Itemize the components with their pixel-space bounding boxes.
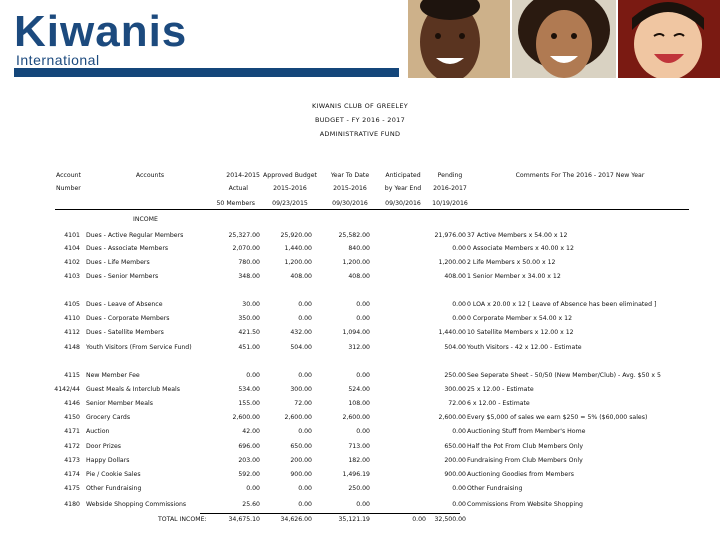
logo-wordmark: Kiwanis [14,7,188,56]
brand-bar [14,68,399,77]
row-actual: 0.00 [246,485,260,492]
row-comment: 10 Satellite Members x 12.00 x 12 [467,329,574,336]
row-comment: 25 x 12.00 - Estimate [467,386,534,393]
row-account: 4175 [64,485,80,492]
row-actual: 2,070.00 [232,245,260,252]
header-anticipated-sub: by Year End [384,185,422,192]
row-ytd: 408.00 [348,273,370,280]
row-account: 4150 [64,414,80,421]
row-comment: Youth Visitors - 42 x 12.00 - Estimate [467,344,582,351]
row-approved: 0.00 [298,372,312,379]
row-account: 4110 [64,315,80,322]
row-pending: 0.00 [452,301,466,308]
row-actual: 350.00 [238,315,260,322]
row-pending: 0.00 [452,315,466,322]
header-approved-date: 09/23/2015 [272,200,308,207]
row-ytd: 312.00 [348,344,370,351]
total-actual: 34,675.10 [228,516,260,523]
children-photo-banner [408,0,720,78]
header-pending: Pending [437,172,463,179]
row-account-name: Webside Shopping Commissions [86,501,187,508]
row-ytd: 1,200.00 [342,259,370,266]
row-account: 4174 [64,471,80,478]
row-actual: 534.00 [238,386,260,393]
row-comment: Every $5,000 of sales we earn $250 = 5% ($60,000 sales) [467,414,648,421]
row-account: 4148 [64,344,80,351]
row-ytd: 0.00 [356,372,370,379]
row-actual: 203.00 [238,457,260,464]
row-account-name: Senior Member Meals [86,400,153,407]
row-comment: Commissions From Website Shopping [467,501,583,508]
row-approved: 25,920.00 [280,232,312,239]
total-pending: 32,500.00 [434,516,466,523]
row-ytd: 0.00 [356,428,370,435]
header-ytd: Year To Date [330,172,370,179]
row-comment: 0 Corporate Member x 54.00 x 12 [467,315,573,322]
row-pending: 504.00 [444,344,466,351]
row-approved: 0.00 [298,485,312,492]
row-actual: 592.00 [238,471,260,478]
row-actual: 348.00 [238,273,260,280]
row-approved: 200.00 [290,457,312,464]
row-account-name: Dues - Active Regular Members [86,232,184,239]
row-approved: 432.00 [290,329,312,336]
row-pending: 200.00 [444,457,466,464]
header-number: Number [56,185,81,192]
row-ytd: 182.00 [348,457,370,464]
doc-title-fund: ADMINISTRATIVE FUND [319,130,401,138]
row-actual: 42.00 [242,428,260,435]
row-ytd: 0.00 [356,301,370,308]
row-pending: 0.00 [452,485,466,492]
total-anticipated: 0.00 [412,516,426,523]
row-account: 4146 [64,400,80,407]
row-account-name: Dues - Senior Members [86,273,159,280]
row-actual: 780.00 [238,259,260,266]
header-anticipated-date: 09/30/2016 [385,200,421,207]
row-actual: 2,600.00 [232,414,260,421]
row-actual: 155.00 [238,400,260,407]
row-approved: 2,600.00 [284,414,312,421]
row-account-name: Pie / Cookie Sales [86,471,141,478]
row-comment: Other Fundraising [467,485,523,492]
row-ytd: 713.00 [348,443,370,450]
total-rule [200,513,460,514]
row-comment: Auctioning Stuff from Member's Home [467,428,586,435]
row-ytd: 840.00 [348,245,370,252]
row-actual: 0.00 [246,372,260,379]
row-account: 4112 [64,329,80,336]
header-ytd-date: 09/30/2016 [332,200,368,207]
row-ytd: 1,094.00 [342,329,370,336]
header-approved-year: 2015-2016 [273,185,307,192]
header-2014: 2014-2015 [226,172,260,179]
row-pending: 250.00 [444,372,466,379]
row-pending: 1,200.00 [438,259,466,266]
row-approved: 504.00 [290,344,312,351]
header-approved: Approved Budget [263,172,317,179]
row-account-name: Dues - Satellite Members [86,329,164,336]
row-approved: 72.00 [294,400,312,407]
row-approved: 300.00 [290,386,312,393]
doc-title-club: KIWANIS CLUB OF GREELEY [311,102,409,110]
row-comment: 0 Associate Members x 40.00 x 12 [467,245,574,252]
child-photo-3 [618,0,720,78]
row-approved: 1,440.00 [284,245,312,252]
row-pending: 21,976.00 [434,232,466,239]
row-account-name: Happy Dollars [86,457,130,464]
row-ytd: 1,496.19 [342,471,370,478]
row-pending: 0.00 [452,501,466,508]
row-approved: 0.00 [298,301,312,308]
row-comment: Half the Pot From Club Members Only [467,443,584,450]
row-ytd: 0.00 [356,315,370,322]
row-actual: 30.00 [242,301,260,308]
row-pending: 300.00 [444,386,466,393]
total-label: TOTAL INCOME: [158,516,207,523]
row-pending: 650.00 [444,443,466,450]
row-account-name: Youth Visitors (From Service Fund) [86,344,192,351]
row-account-name: Dues - Life Members [86,259,150,266]
row-comment: 37 Active Members x 54.00 x 12 [467,232,568,239]
row-account-name: Dues - Corporate Members [86,315,170,322]
row-pending: 0.00 [452,245,466,252]
row-pending: 2,600.00 [438,414,466,421]
child-photo-1 [408,0,510,78]
row-approved: 0.00 [298,428,312,435]
row-pending: 72.00 [448,400,466,407]
row-account: 4105 [64,301,80,308]
row-ytd: 250.00 [348,485,370,492]
row-account-name: Dues - Leave of Absence [86,301,163,308]
row-account-name: Other Fundraising [86,485,142,492]
header-members: 50 Members [216,200,255,207]
row-pending: 0.00 [452,428,466,435]
row-account-name: Grocery Cards [86,414,131,421]
header-actual: Actual [228,185,248,192]
row-pending: 1,440.00 [438,329,466,336]
row-comment: 2 Life Members x 50.00 x 12 [467,259,556,266]
row-pending: 408.00 [444,273,466,280]
row-comment: 6 x 12.00 - Estimate [467,400,530,407]
total-ytd: 35,121.19 [338,516,370,523]
row-ytd: 0.00 [356,501,370,508]
row-comment: Auctioning Goodies from Members [467,471,574,478]
header-accounts: Accounts [135,172,165,179]
header-pending-year: 2016-2017 [433,185,467,192]
row-account-name: Auction [86,428,110,435]
header-ytd-year: 2015-2016 [333,185,367,192]
logo-subtitle: International [16,52,100,68]
row-account-name: Door Prizes [86,443,122,450]
row-pending: 900.00 [444,471,466,478]
section-income: INCOME [133,216,158,223]
row-account: 4142/44 [54,386,80,393]
row-comment: 1 Senior Member x 34.00 x 12 [467,273,561,280]
row-ytd: 25,582.00 [338,232,370,239]
row-approved: 900.00 [290,471,312,478]
header-rule [55,209,689,210]
row-ytd: 524.00 [348,386,370,393]
row-approved: 0.00 [298,501,312,508]
header-account: Account [56,172,81,179]
row-comment: Fundraising From Club Members Only [467,457,583,464]
child-photo-2 [512,0,616,78]
row-comment: See Seperate Sheet - 50/50 (New Member/Club) - Avg. $50 x 5 [467,372,661,379]
row-ytd: 2,600.00 [342,414,370,421]
header-anticipated: Anticipated [385,172,421,179]
row-account: 4104 [64,245,80,252]
row-actual: 25.60 [242,501,260,508]
row-account: 4101 [64,232,80,239]
row-account: 4115 [64,372,80,379]
row-ytd: 108.00 [348,400,370,407]
row-account: 4103 [64,273,80,280]
row-actual: 696.00 [238,443,260,450]
header-comments: Comments For The 2016 - 2017 New Year [515,172,645,179]
header-pending-date: 10/19/2016 [432,200,468,207]
row-account: 4102 [64,259,80,266]
row-account-name: New Member Fee [86,372,140,379]
row-account: 4180 [64,501,80,508]
doc-title-budget: BUDGET - FY 2016 - 2017 [314,116,406,124]
row-account: 4173 [64,457,80,464]
row-actual: 451.00 [238,344,260,351]
total-approved: 34,626.00 [280,516,312,523]
row-comment: 0 LOA x 20.00 x 12 [ Leave of Absence has been eliminated ] [467,301,657,308]
row-approved: 0.00 [298,315,312,322]
row-approved: 1,200.00 [284,259,312,266]
row-account: 4171 [64,428,80,435]
kiwanis-logo [14,8,274,68]
row-account: 4172 [64,443,80,450]
row-approved: 408.00 [290,273,312,280]
row-account-name: Guest Meals & Interclub Meals [86,386,180,393]
row-account-name: Dues - Associate Members [86,245,169,252]
row-actual: 421.50 [238,329,260,336]
row-approved: 650.00 [290,443,312,450]
row-actual: 25,327.00 [228,232,260,239]
